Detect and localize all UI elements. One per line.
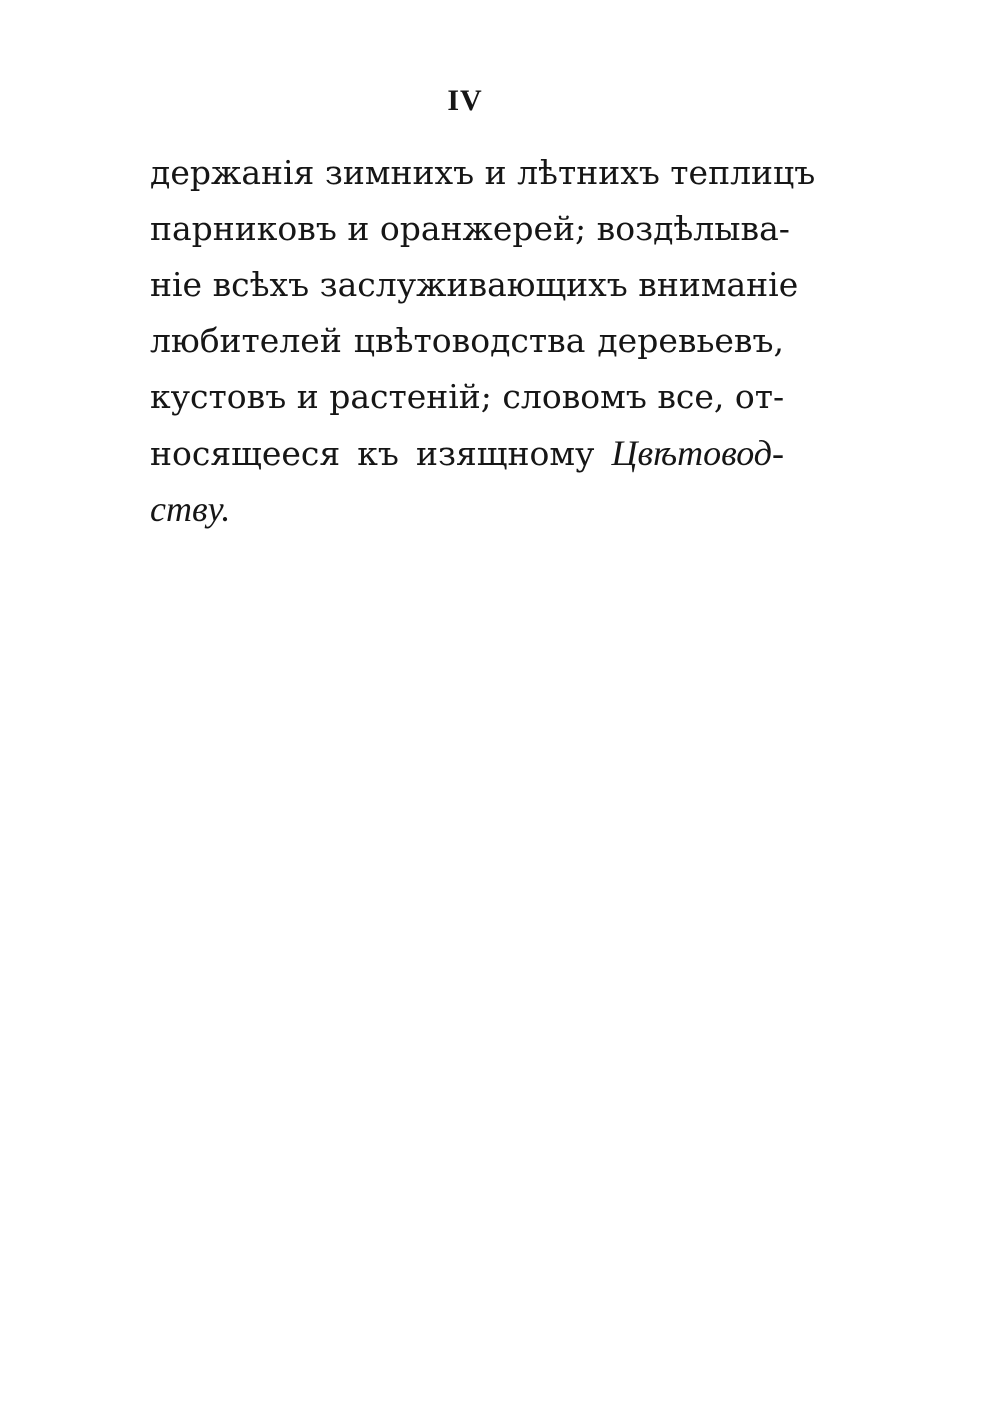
text-line-3-plain: ніе всѣхъ заслуживающихъ вниманіе: [150, 265, 799, 304]
text-line-1-plain: держанія зимнихъ и лѣтнихъ теплицъ: [150, 153, 816, 192]
text-line-7: [150, 481, 784, 537]
text-line-5: [150, 369, 784, 425]
text-line-7-italic: ству.: [150, 489, 231, 529]
page-number: IV: [447, 84, 483, 117]
text-line-5-plain: кустовъ и растеній; словомъ все, от-: [150, 377, 785, 416]
text-line-2-plain: парниковъ и оранжерей; воздѣлыва-: [150, 209, 790, 248]
text-line-6-italic: Цвѣтовод-: [611, 433, 784, 473]
text-line-4: [150, 313, 784, 369]
text-line-1: [150, 145, 816, 201]
text-line-2: [150, 201, 790, 257]
body-text: [150, 145, 816, 537]
text-line-3: [150, 257, 799, 313]
text-line-6: [150, 425, 784, 481]
text-line-4-plain: любителей цвѣтоводства деревьевъ,: [150, 321, 784, 360]
text-line-6-plain: носящееся къ изящному: [150, 434, 612, 473]
